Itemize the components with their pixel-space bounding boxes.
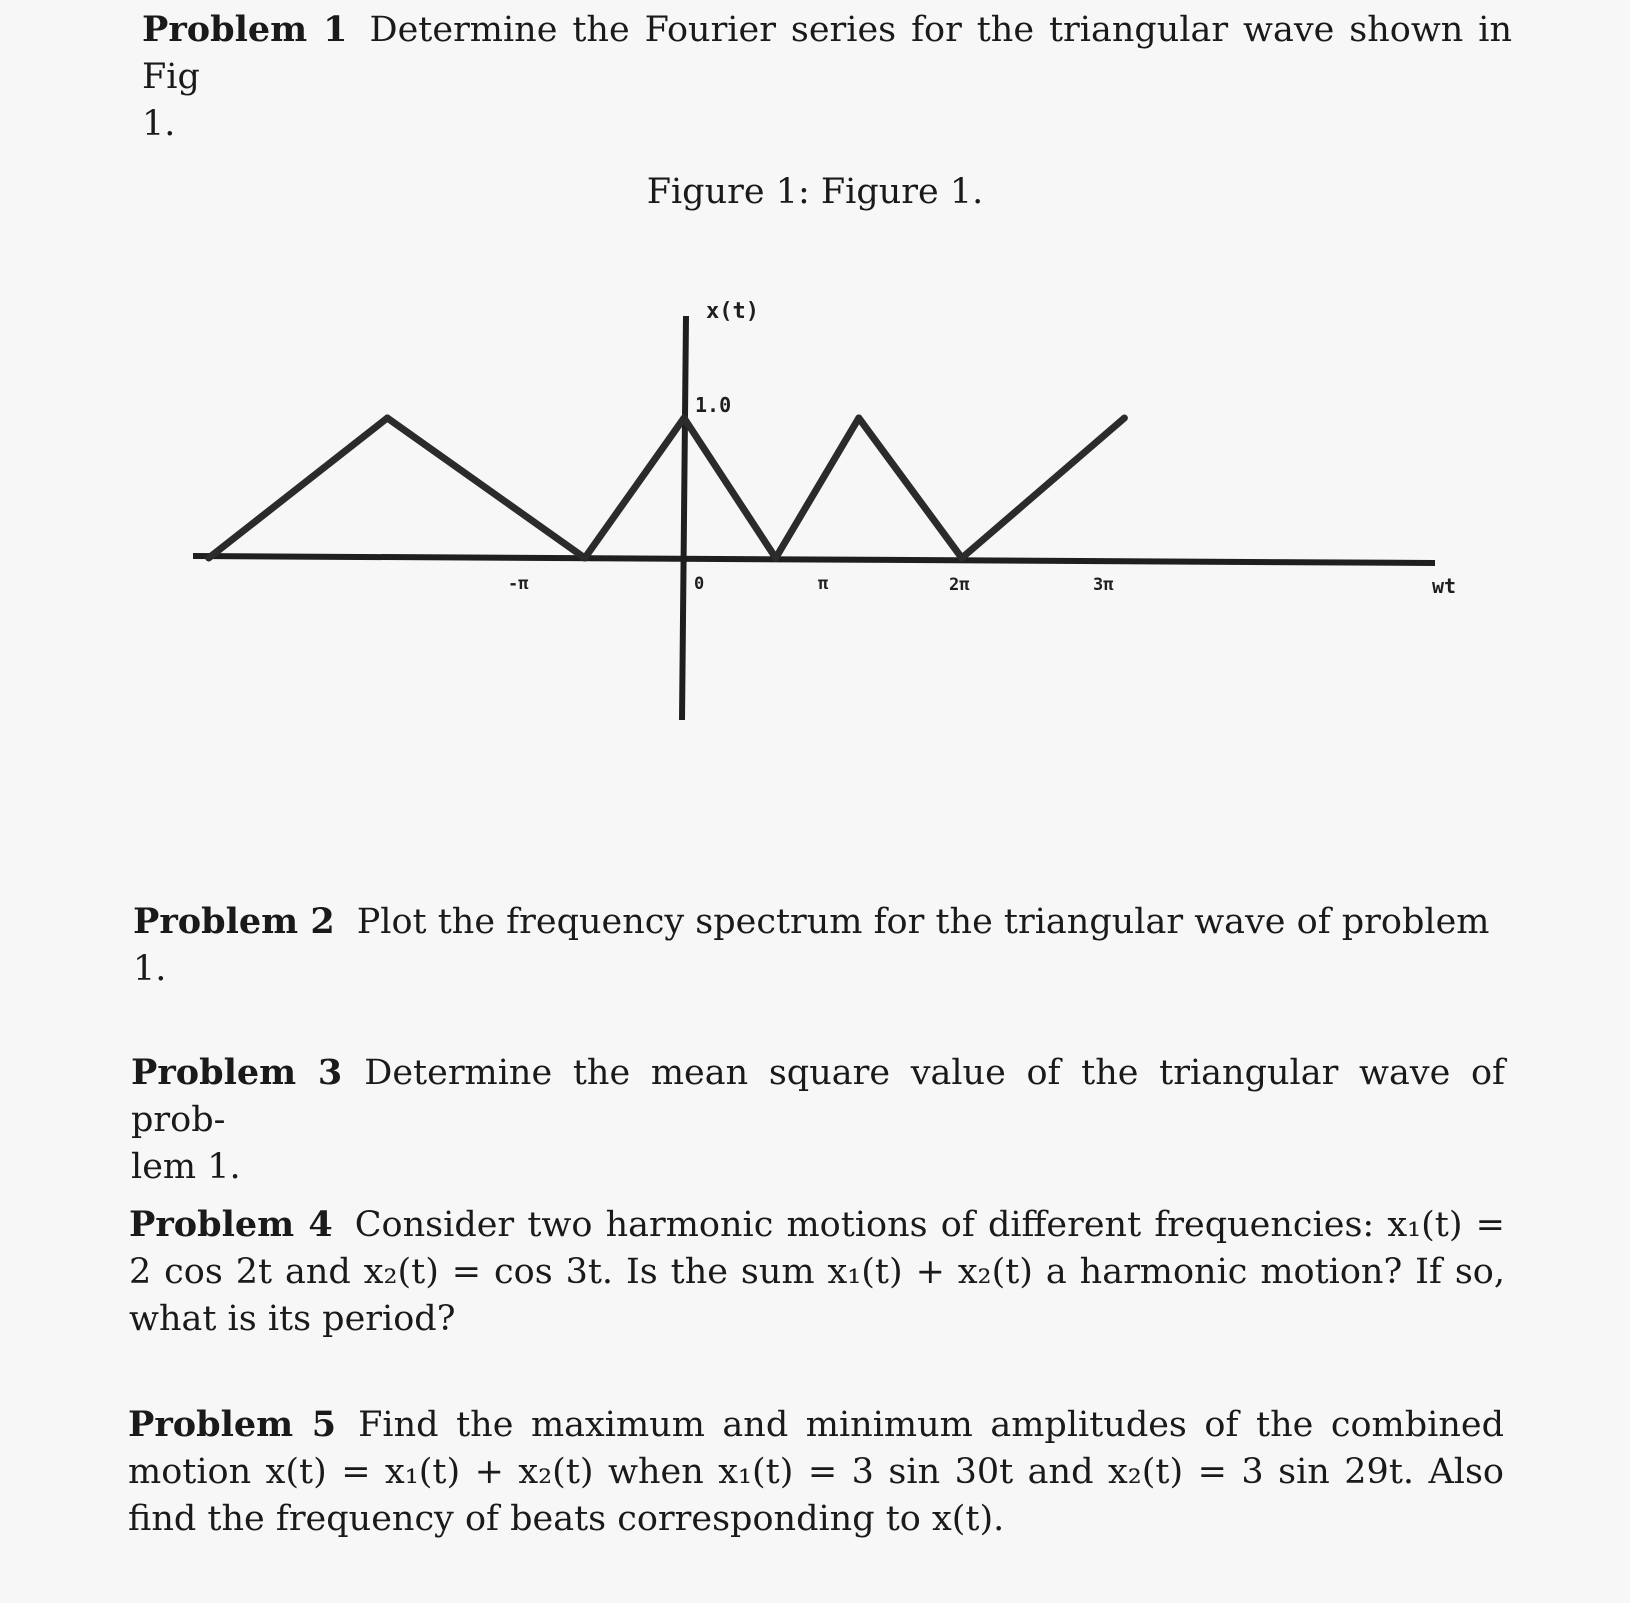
x-tick-label-neg-pi: -π xyxy=(508,574,529,594)
y-tick-label: 1.0 xyxy=(695,393,732,417)
problem-3-text-cont: lem 1. xyxy=(131,1147,241,1187)
problem-4-text-cont: 2 cos 2t and x₂(t) = cos 3t. Is the sum x₁(t) + x₂(t) a harmonic motion? If so, what is its period? xyxy=(129,1252,1505,1339)
wave-segment xyxy=(776,418,859,558)
x-axis-label: wt xyxy=(1432,574,1457,598)
problem-5 xyxy=(128,1401,1504,1543)
problem-2 xyxy=(133,898,1505,993)
y-axis-label: x(t) xyxy=(706,299,759,324)
waveform xyxy=(209,418,1125,558)
x-tick-label-zero: 0 xyxy=(694,574,705,594)
wave-segment xyxy=(387,418,585,558)
wave-segment xyxy=(684,418,776,558)
problem-5-text-cont: motion x(t) = x₁(t) + x₂(t) when x₁(t) = 3 sin 30t and x₂(t) = 3 sin 29t. Also find the frequency of beats corresponding to x(t). xyxy=(128,1452,1504,1539)
problem-2-heading: Problem 2 xyxy=(133,901,335,942)
problem-3-heading: Problem 3 xyxy=(131,1052,343,1093)
wave-segment xyxy=(585,418,684,558)
triangular-wave-figure xyxy=(0,0,1630,760)
x-tick-label-3pi: 3π xyxy=(1093,575,1114,595)
x-tick-label-2pi: 2π xyxy=(949,575,970,595)
figure-caption: Figure 1: Figure 1. xyxy=(646,172,984,212)
problem-5-heading: Problem 5 xyxy=(128,1404,337,1445)
problem-1-text-cont: 1. xyxy=(142,104,176,144)
problem-3 xyxy=(131,1049,1505,1191)
wave-segment xyxy=(209,418,388,558)
problem-1-heading: Problem 1 xyxy=(142,9,348,50)
problem-2-text-cont: 1. xyxy=(133,949,167,989)
problem-4 xyxy=(129,1201,1505,1343)
problem-1-text: Determine the Fourier series for the triangular wave shown in Fig xyxy=(142,10,1513,97)
problem-3-text: Determine the mean square value of the triangular wave of prob- xyxy=(131,1053,1505,1140)
x-tick-label-pi: π xyxy=(818,574,829,594)
problem-4-text: Consider two harmonic motions of different frequencies: x₁(t) = xyxy=(354,1205,1505,1245)
x-axis xyxy=(193,556,1435,563)
wave-segment xyxy=(859,418,962,558)
problem-2-text: Plot the frequency spectrum for the triangular wave of problem xyxy=(356,902,1490,942)
y-axis xyxy=(682,316,686,720)
wave-segment xyxy=(962,418,1125,558)
problem-5-text: Find the maximum and minimum amplitudes of the combined xyxy=(358,1405,1504,1445)
problem-4-heading: Problem 4 xyxy=(129,1204,333,1245)
